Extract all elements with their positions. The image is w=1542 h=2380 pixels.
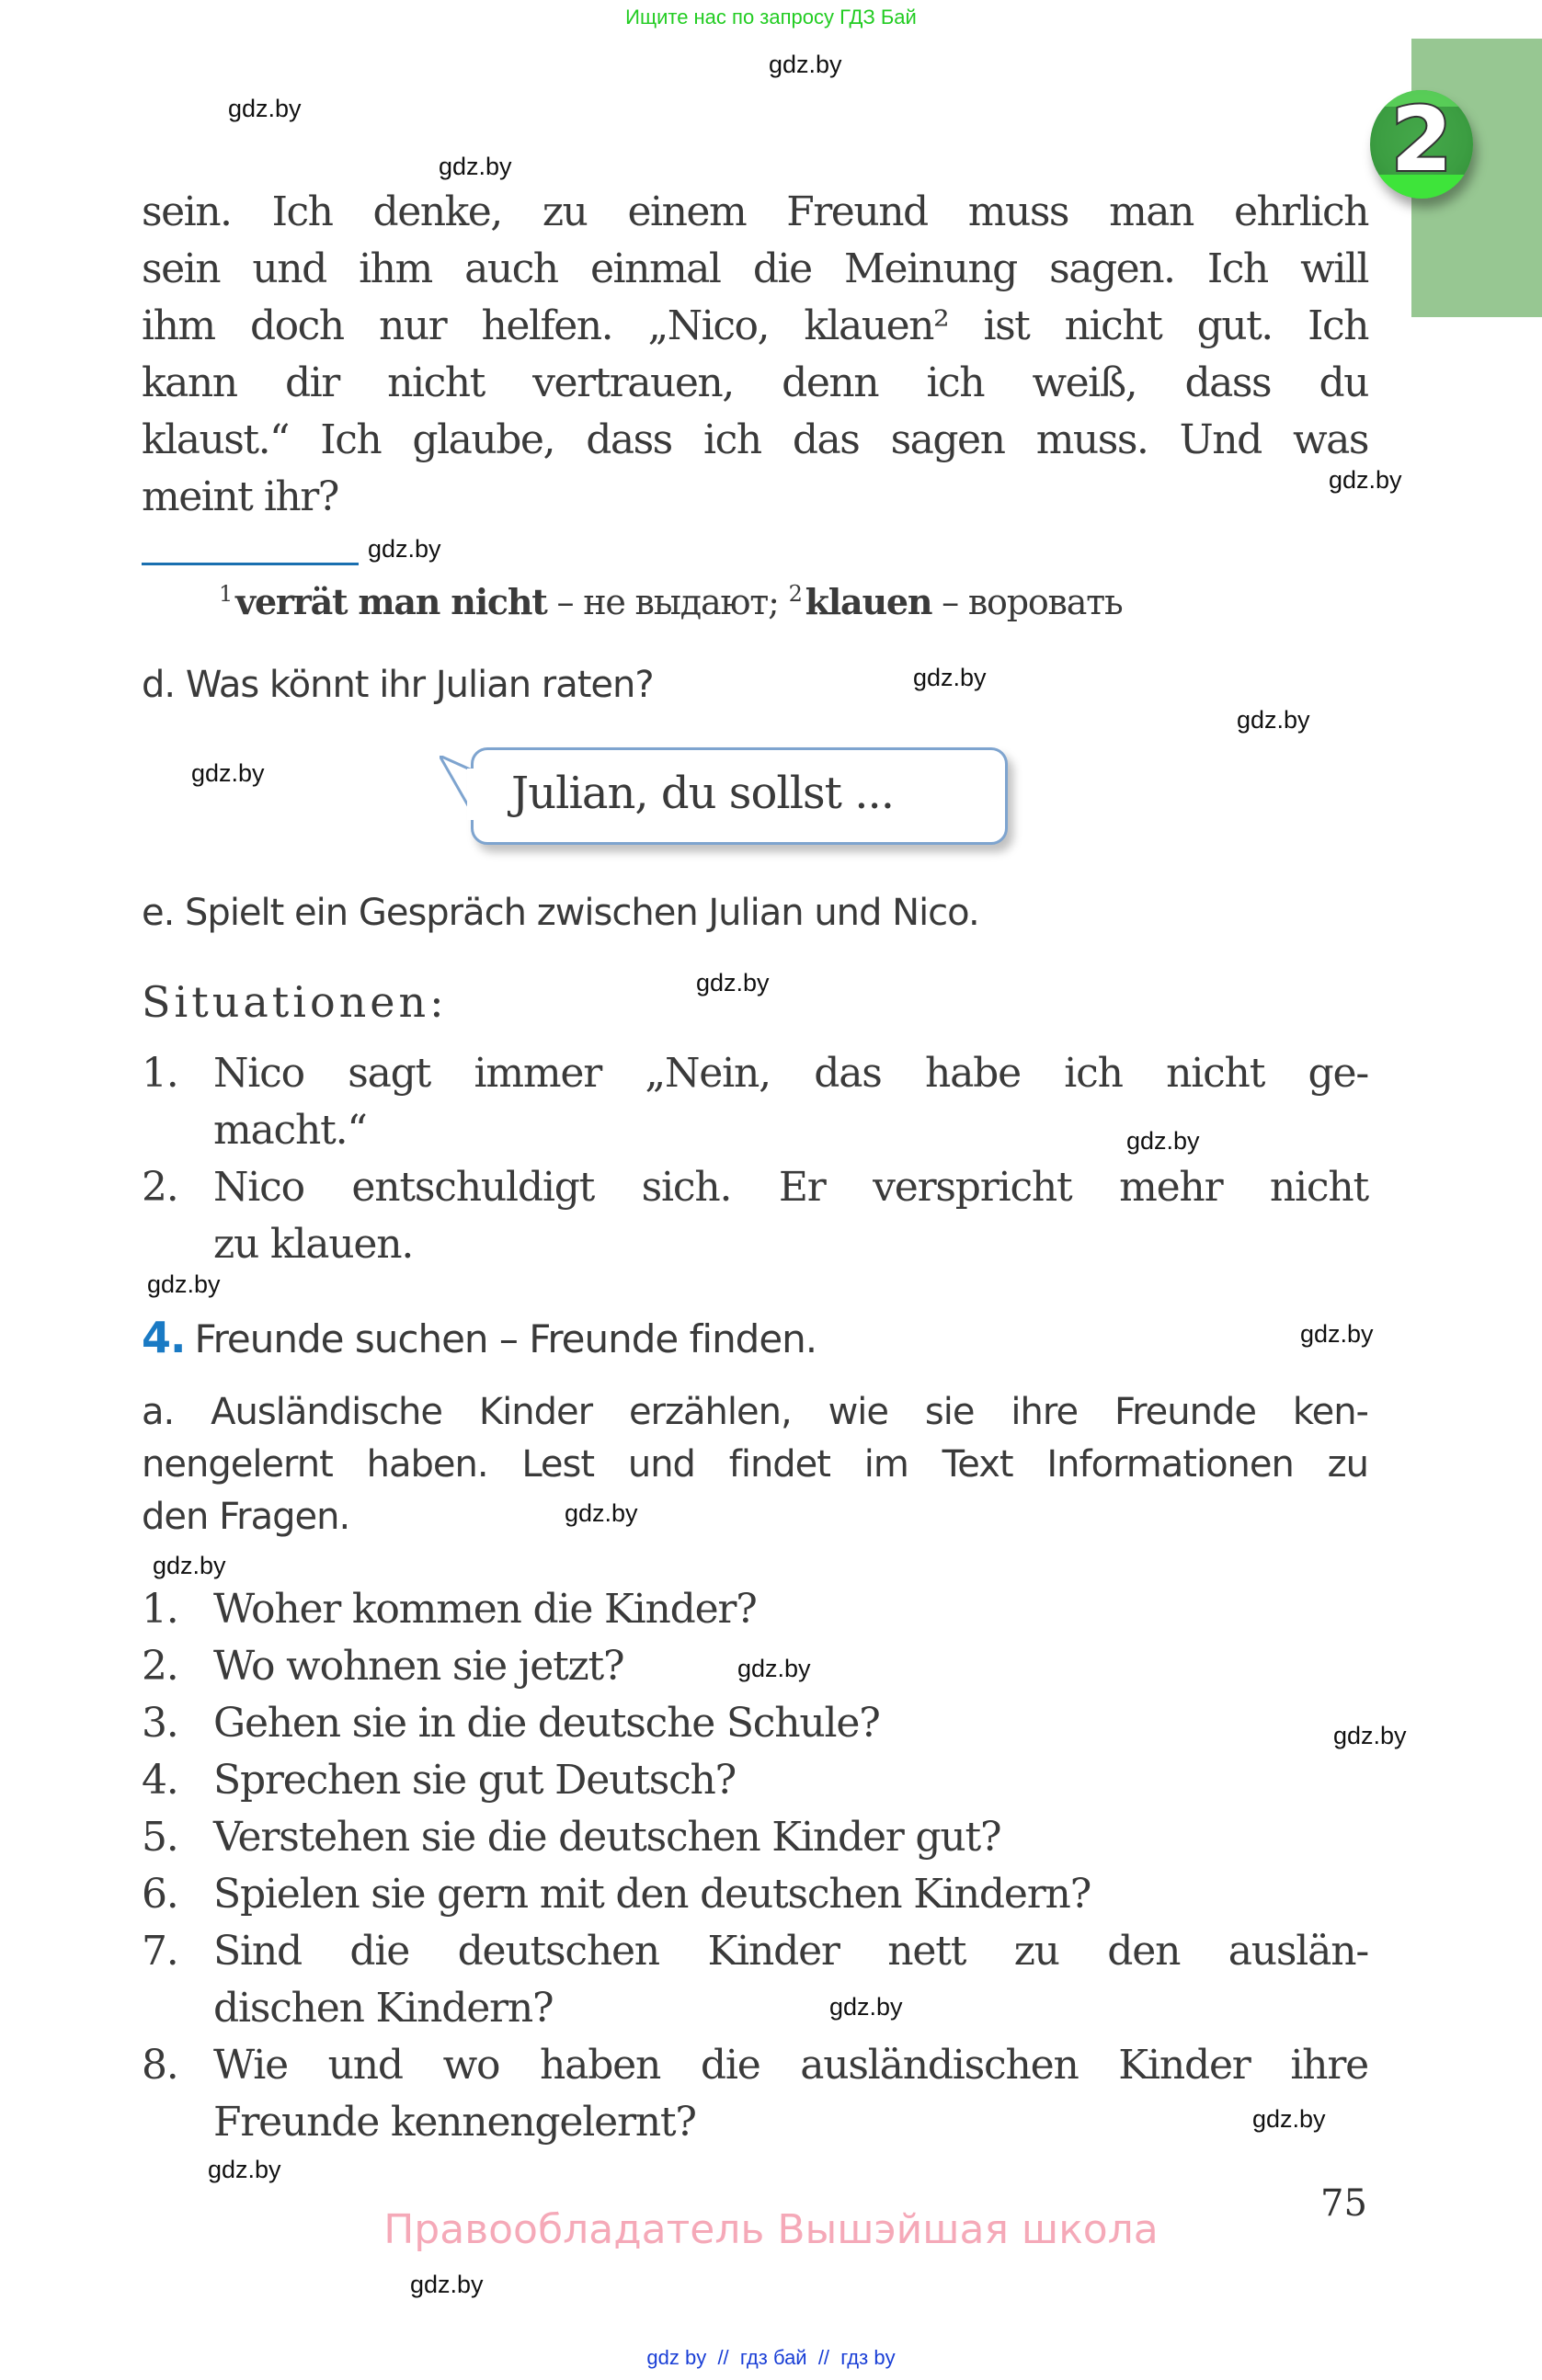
continuation-paragraph [142, 184, 1368, 526]
question-item [142, 1695, 1368, 1752]
watermark: gdz.by [1329, 466, 1402, 494]
item-number: 8. [142, 2042, 178, 2089]
question-item [142, 1923, 1368, 2037]
footnote-term-2: klauen [805, 581, 932, 622]
chapter-badge [1370, 90, 1473, 199]
question-item [142, 1809, 1368, 1866]
watermark: gdz.by [208, 2156, 281, 2183]
item-line: dischen Kindern? [213, 1985, 554, 2032]
task-d-label: d. Was könnt ihr Julian raten? [142, 664, 654, 706]
exercise-4-heading [142, 1313, 817, 1362]
item-number: 1. [142, 1586, 178, 1633]
item-line: Sind die deutschen Kinder nett zu den auslän- [213, 1928, 1368, 1975]
question-item [142, 1581, 1368, 1638]
item-line: Gehen sie in die deutsche Schule? [213, 1700, 880, 1747]
watermark: gdz.by [1333, 1722, 1407, 1749]
paragraph-line: sein. Ich denke, zu einem Freund muss man ehrlich [142, 188, 1368, 235]
watermark: gdz.by [1252, 2105, 1326, 2133]
item-line: Sprechen sie gut Deutsch? [213, 1757, 737, 1804]
watermark: gdz.by [737, 1655, 811, 1682]
watermark: gdz.by [191, 759, 265, 787]
item-line: macht.“ [213, 1107, 367, 1154]
paragraph-line: kann dir nicht vertrauen, denn ich weiß, dass du [142, 359, 1368, 406]
copyright-notice: Правообладатель Вышэйшая школа [383, 2206, 1159, 2253]
footnote-mark-2: 2 [788, 581, 802, 607]
item-line: zu klauen. [213, 1221, 414, 1268]
item-line: Spielen sie gern mit den deutschen Kindern? [213, 1871, 1091, 1918]
footnote-term-1: verrät man nicht [235, 581, 547, 622]
question-item [142, 1638, 1368, 1695]
footnote-mark-1: 1 [219, 581, 233, 607]
watermark: gdz.by [565, 1499, 638, 1527]
watermark: gdz.by [410, 2271, 484, 2298]
question-item [142, 2037, 1368, 2151]
exercise-title: Freunde suchen – Freunde finden. [194, 1316, 817, 1361]
situations-title: Situationen: [142, 977, 448, 1027]
task-a-line: nengelernt haben. Lest und findet im Text Informationen zu [142, 1443, 1368, 1486]
situation-item [142, 1159, 1368, 1273]
item-number: 5. [142, 1814, 178, 1861]
item-number: 2. [142, 1643, 178, 1690]
chapter-number: 2 [1390, 90, 1453, 191]
item-line: Wo wohnen sie jetzt? [213, 1643, 624, 1690]
paragraph-line: klaust.“ Ich glaube, dass ich das sagen muss. Und was [142, 416, 1368, 463]
watermark: gdz.by [368, 535, 441, 563]
item-line: Wie und wo haben die ausländischen Kinder ihre [213, 2042, 1368, 2089]
watermark: gdz.by [913, 664, 987, 691]
watermark: gdz.by [1237, 706, 1310, 734]
footnote-translation-1: – не выдают; [546, 582, 789, 622]
situations-list [142, 1045, 1368, 1273]
exercise-4-task-a [142, 1386, 1368, 1543]
footnote-rule [142, 563, 359, 565]
questions-list [142, 1581, 1368, 2151]
question-item [142, 1752, 1368, 1809]
situation-item [142, 1045, 1368, 1159]
item-number: 3. [142, 1700, 178, 1747]
item-line: Verstehen sie die deutschen Kinder gut? [213, 1814, 1001, 1861]
watermark: gdz.by [829, 1993, 903, 2021]
item-number: 6. [142, 1871, 178, 1918]
item-number: 2. [142, 1164, 178, 1211]
item-line: Nico entschuldigt sich. Er verspricht mehr nicht [213, 1164, 1368, 1211]
footnotes [219, 581, 1123, 622]
watermark: gdz.by [153, 1552, 226, 1579]
watermark: gdz.by [228, 95, 302, 122]
question-item [142, 1866, 1368, 1923]
footer-links[interactable]: gdz by // гдз бай // гдз by [646, 2346, 896, 2369]
footnote-translation-2: – воровать [931, 582, 1123, 622]
item-line: Freunde kennengelernt? [213, 2099, 696, 2146]
watermark: gdz.by [1300, 1320, 1374, 1348]
paragraph-line: meint ihr? [142, 473, 338, 520]
watermark: gdz.by [1126, 1127, 1200, 1155]
item-number: 7. [142, 1928, 178, 1975]
watermark: gdz.by [147, 1270, 221, 1298]
paragraph-line: sein und ihm auch einmal die Meinung sagen. Ich will [142, 245, 1368, 292]
item-number: 1. [142, 1050, 178, 1097]
exercise-number: 4. [142, 1313, 186, 1362]
item-number: 4. [142, 1757, 178, 1804]
task-e-label: e. Spielt ein Gespräch zwischen Julian und Nico. [142, 892, 979, 934]
item-line: Woher kommen die Kinder? [213, 1586, 757, 1633]
paragraph-line: ihm doch nur helfen. „Nico, klauen² ist nicht gut. Ich [142, 302, 1368, 349]
bubble-tail-mask [467, 769, 478, 820]
top-banner: Ищите нас по запросу ГДЗ Бай [625, 6, 917, 28]
watermark: gdz.by [439, 153, 512, 180]
task-a-line: a. Ausländische Kinder erzählen, wie sie ihre Freunde ken- [142, 1391, 1368, 1433]
page-number: 75 [1320, 2182, 1367, 2225]
item-line: Nico sagt immer „Nein, das habe ich nicht ge- [213, 1050, 1368, 1097]
task-a-line: den Fragen. [142, 1496, 350, 1538]
speech-bubble-text: Julian, du sollst ... [511, 768, 894, 819]
watermark: gdz.by [696, 969, 770, 996]
watermark: gdz.by [769, 51, 842, 78]
